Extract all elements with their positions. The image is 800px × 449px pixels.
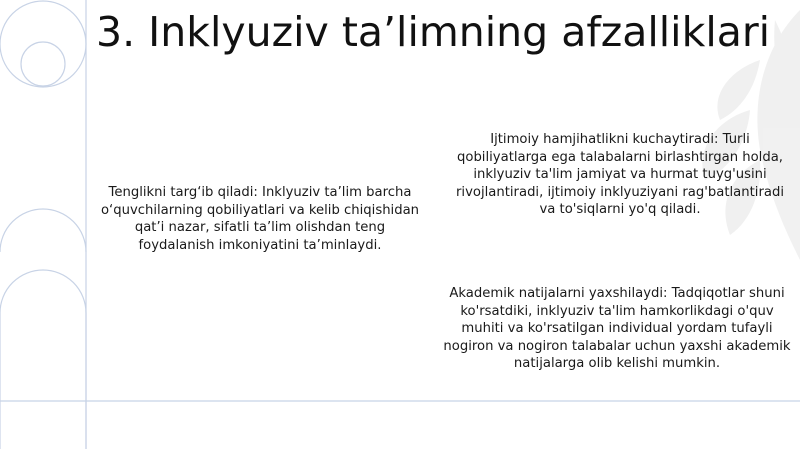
- benefit-equality-text: Tenglikni targ‘ib qiladi: Inklyuziv ta’lim barcha o‘quvchilarning qobiliyatlari va kelib chiqishidan qat’i nazar, sifatli ta’lim olishdan teng foydalanish imkoniyatini ta’minlaydi.: [100, 185, 420, 253]
- deco-arch-middle: [0, 209, 86, 252]
- deco-circle-large: [0, 1, 86, 87]
- slide-title: 3. Inklyuziv ta’limning afzalliklari: [96, 8, 771, 56]
- benefit-social-cohesion-text: Ijtimoiy hamjihatlikni kuchaytiradi: Turli qobiliyatlarga ega talabalarni birlashtirgan holda, inklyuziv ta'lim jamiyat va hurmat tuyg'usini rivojlantiradi, ijtimoiy inklyuziyani rag'batlantiradi va to'siqlarni yo'q qiladi.: [456, 132, 784, 217]
- benefit-academic-results-text: Akademik natijalarni yaxshilaydi: Tadqiqotlar shuni ko'rsatdiki, inklyuziv ta'lim hamkorlikdagi o'quv muhiti va ko'rsatilgan individual yordam tufayli nogiron va nogiron talabalar uchun yaxshi akademik natijalarga olib kelishi mumkin.: [443, 286, 791, 371]
- deco-circle-small: [21, 42, 65, 86]
- deco-arch-lower: [0, 270, 86, 449]
